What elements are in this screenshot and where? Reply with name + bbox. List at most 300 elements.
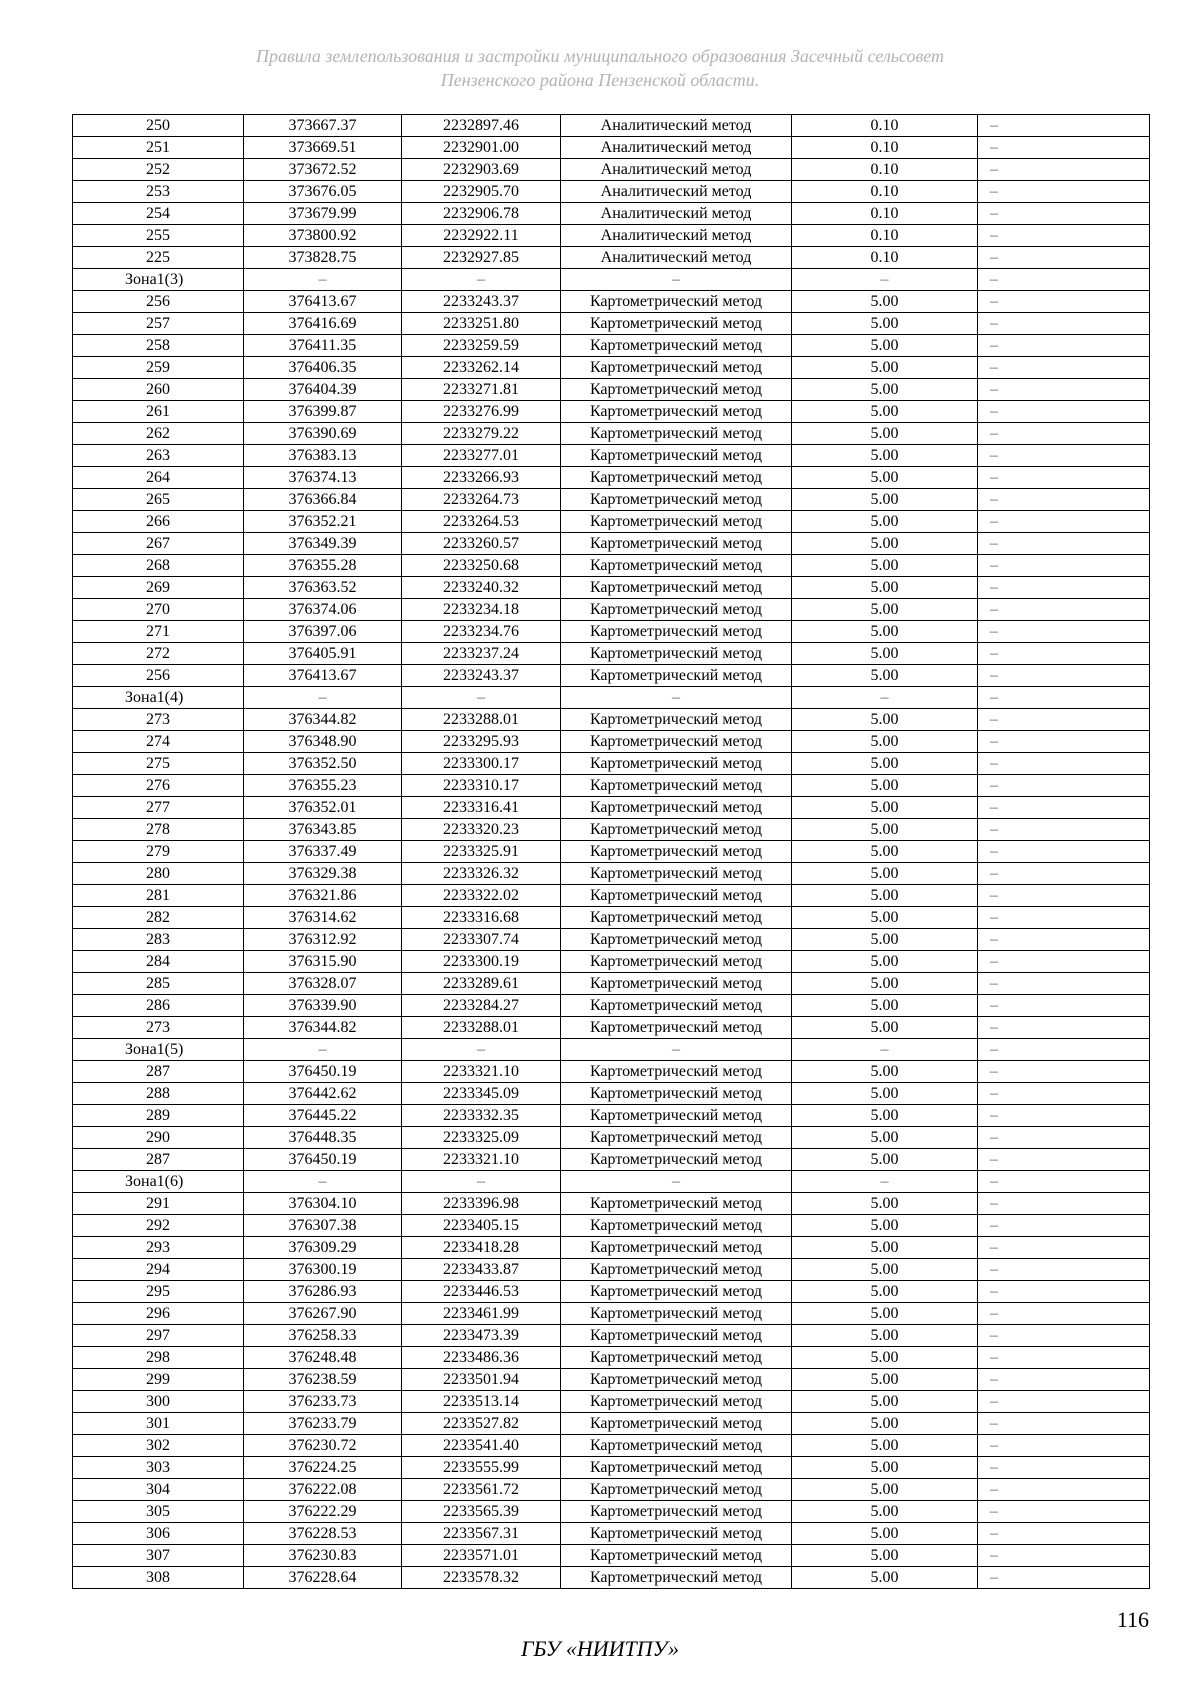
point-number-cell: 291	[73, 1193, 244, 1215]
accuracy-cell: 5.00	[792, 1479, 978, 1501]
note-cell: –	[978, 137, 1150, 159]
point-number-cell: 304	[73, 1479, 244, 1501]
method-cell: Картометрический метод	[561, 313, 792, 335]
table-row	[73, 1325, 1150, 1347]
accuracy-cell: 5.00	[792, 335, 978, 357]
point-number-cell: 262	[73, 423, 244, 445]
method-cell: Картометрический метод	[561, 423, 792, 445]
point-number-cell: 264	[73, 467, 244, 489]
accuracy-cell: 0.10	[792, 115, 978, 137]
point-number-cell: 285	[73, 973, 244, 995]
table-row	[73, 929, 1150, 951]
table-row	[73, 467, 1150, 489]
table-row	[73, 665, 1150, 687]
accuracy-cell: 5.00	[792, 709, 978, 731]
y-coordinate-cell: 2233288.01	[402, 709, 561, 731]
x-coordinate-cell: 376383.13	[244, 445, 402, 467]
method-cell: Картометрический метод	[561, 643, 792, 665]
y-coordinate-cell: 2233277.01	[402, 445, 561, 467]
note-cell: –	[978, 1127, 1150, 1149]
note-cell: –	[978, 665, 1150, 687]
method-cell: Картометрический метод	[561, 379, 792, 401]
footer-organization: ГБУ «НИИТПУ»	[520, 1636, 680, 1661]
y-coordinate-cell: 2233264.53	[402, 511, 561, 533]
method-cell: Картометрический метод	[561, 1105, 792, 1127]
accuracy-cell: –	[792, 1171, 978, 1193]
point-number-cell: 265	[73, 489, 244, 511]
table-row	[73, 445, 1150, 467]
header-line-1: Правила землепользования и застройки муниципального образования Засечный сельсовет	[255, 46, 945, 66]
point-number-cell: 256	[73, 665, 244, 687]
accuracy-cell: 5.00	[792, 401, 978, 423]
method-cell: Картометрический метод	[561, 709, 792, 731]
x-coordinate-cell: 373672.52	[244, 159, 402, 181]
y-coordinate-cell: 2233240.32	[402, 577, 561, 599]
accuracy-cell: 5.00	[792, 379, 978, 401]
accuracy-cell: 5.00	[792, 1325, 978, 1347]
note-cell: –	[978, 1281, 1150, 1303]
note-cell: –	[978, 1413, 1150, 1435]
y-coordinate-cell: 2233279.22	[402, 423, 561, 445]
x-coordinate-cell: 376258.33	[244, 1325, 402, 1347]
accuracy-cell: 5.00	[792, 489, 978, 511]
note-cell: –	[978, 225, 1150, 247]
point-number-cell: 295	[73, 1281, 244, 1303]
zone-header-row	[73, 1039, 1150, 1061]
point-number-cell: 300	[73, 1391, 244, 1413]
method-cell: Картометрический метод	[561, 357, 792, 379]
point-number-cell: 284	[73, 951, 244, 973]
y-coordinate-cell: 2233321.10	[402, 1149, 561, 1171]
point-number-cell: 303	[73, 1457, 244, 1479]
table-row	[73, 951, 1150, 973]
method-cell: Картометрический метод	[561, 1347, 792, 1369]
table-row	[73, 841, 1150, 863]
table-row	[73, 115, 1150, 137]
accuracy-cell: 5.00	[792, 643, 978, 665]
note-cell: –	[978, 1149, 1150, 1171]
x-coordinate-cell: 376312.92	[244, 929, 402, 951]
x-coordinate-cell: 376267.90	[244, 1303, 402, 1325]
note-cell: –	[978, 1237, 1150, 1259]
x-coordinate-cell: 376390.69	[244, 423, 402, 445]
accuracy-cell: –	[792, 687, 978, 709]
note-cell: –	[978, 291, 1150, 313]
y-coordinate-cell: 2233578.32	[402, 1567, 561, 1589]
point-number-cell: 260	[73, 379, 244, 401]
x-coordinate-cell: 376329.38	[244, 863, 402, 885]
note-cell: –	[978, 1061, 1150, 1083]
method-cell: Картометрический метод	[561, 401, 792, 423]
y-coordinate-cell: 2233433.87	[402, 1259, 561, 1281]
method-cell: –	[561, 1039, 792, 1061]
y-coordinate-cell: 2233561.72	[402, 1479, 561, 1501]
table-row	[73, 225, 1150, 247]
note-cell: –	[978, 1479, 1150, 1501]
accuracy-cell: 5.00	[792, 423, 978, 445]
note-cell: –	[978, 1369, 1150, 1391]
note-cell: –	[978, 1171, 1150, 1193]
note-cell: –	[978, 775, 1150, 797]
accuracy-cell: 0.10	[792, 225, 978, 247]
accuracy-cell: 0.10	[792, 181, 978, 203]
point-number-cell: 254	[73, 203, 244, 225]
note-cell: –	[978, 1259, 1150, 1281]
table-row	[73, 1303, 1150, 1325]
y-coordinate-cell: 2233555.99	[402, 1457, 561, 1479]
x-coordinate-cell: 376339.90	[244, 995, 402, 1017]
note-cell: –	[978, 1325, 1150, 1347]
method-cell: –	[561, 687, 792, 709]
x-coordinate-cell: 376230.83	[244, 1545, 402, 1567]
point-number-cell: 308	[73, 1567, 244, 1589]
note-cell: –	[978, 467, 1150, 489]
y-coordinate-cell: 2233571.01	[402, 1545, 561, 1567]
note-cell: –	[978, 401, 1150, 423]
note-cell: –	[978, 687, 1150, 709]
method-cell: Картометрический метод	[561, 1545, 792, 1567]
accuracy-cell: 5.00	[792, 599, 978, 621]
point-number-cell: 225	[73, 247, 244, 269]
x-coordinate-cell: 373669.51	[244, 137, 402, 159]
note-cell: –	[978, 951, 1150, 973]
x-coordinate-cell: 376404.39	[244, 379, 402, 401]
note-cell: –	[978, 533, 1150, 555]
note-cell: –	[978, 731, 1150, 753]
x-coordinate-cell: 376286.93	[244, 1281, 402, 1303]
x-coordinate-cell: 376344.82	[244, 709, 402, 731]
table-row	[73, 1193, 1150, 1215]
table-row	[73, 1215, 1150, 1237]
method-cell: Картометрический метод	[561, 731, 792, 753]
y-coordinate-cell: 2232901.00	[402, 137, 561, 159]
x-coordinate-cell: 376337.49	[244, 841, 402, 863]
accuracy-cell: 5.00	[792, 841, 978, 863]
method-cell: Аналитический метод	[561, 203, 792, 225]
point-number-cell: 305	[73, 1501, 244, 1523]
point-number-cell: 277	[73, 797, 244, 819]
y-coordinate-cell: 2233264.73	[402, 489, 561, 511]
point-number-cell: 263	[73, 445, 244, 467]
x-coordinate-cell: 376397.06	[244, 621, 402, 643]
note-cell: –	[978, 1303, 1150, 1325]
table-row	[73, 313, 1150, 335]
point-number-cell: 257	[73, 313, 244, 335]
point-number-cell: 270	[73, 599, 244, 621]
table-row	[73, 753, 1150, 775]
point-number-cell: 287	[73, 1149, 244, 1171]
y-coordinate-cell: 2233276.99	[402, 401, 561, 423]
y-coordinate-cell: 2233405.15	[402, 1215, 561, 1237]
method-cell: Картометрический метод	[561, 1567, 792, 1589]
note-cell: –	[978, 1193, 1150, 1215]
x-coordinate-cell: 376233.79	[244, 1413, 402, 1435]
zone-header-row	[73, 1171, 1150, 1193]
method-cell: Картометрический метод	[561, 1193, 792, 1215]
method-cell: Картометрический метод	[561, 599, 792, 621]
accuracy-cell: 5.00	[792, 621, 978, 643]
accuracy-cell: 5.00	[792, 1105, 978, 1127]
note-cell: –	[978, 1435, 1150, 1457]
coordinates-table-body	[73, 115, 1150, 1589]
y-coordinate-cell: 2233527.82	[402, 1413, 561, 1435]
y-coordinate-cell: –	[402, 687, 561, 709]
point-number-cell: 255	[73, 225, 244, 247]
point-number-cell: 301	[73, 1413, 244, 1435]
y-coordinate-cell: 2233266.93	[402, 467, 561, 489]
y-coordinate-cell: 2233243.37	[402, 665, 561, 687]
y-coordinate-cell: 2233300.19	[402, 951, 561, 973]
point-number-cell: 259	[73, 357, 244, 379]
accuracy-cell: 0.10	[792, 137, 978, 159]
method-cell: Картометрический метод	[561, 1435, 792, 1457]
table-row	[73, 1083, 1150, 1105]
note-cell: –	[978, 115, 1150, 137]
y-coordinate-cell: 2233345.09	[402, 1083, 561, 1105]
note-cell: –	[978, 1105, 1150, 1127]
method-cell: Картометрический метод	[561, 1369, 792, 1391]
accuracy-cell: 5.00	[792, 313, 978, 335]
accuracy-cell: 0.10	[792, 203, 978, 225]
y-coordinate-cell: 2233325.91	[402, 841, 561, 863]
accuracy-cell: 5.00	[792, 1545, 978, 1567]
note-cell: –	[978, 599, 1150, 621]
point-number-cell: 296	[73, 1303, 244, 1325]
y-coordinate-cell: 2233325.09	[402, 1127, 561, 1149]
point-number-cell: 297	[73, 1325, 244, 1347]
method-cell: Картометрический метод	[561, 819, 792, 841]
note-cell: –	[978, 357, 1150, 379]
table-row	[73, 379, 1150, 401]
accuracy-cell: 0.10	[792, 159, 978, 181]
note-cell: –	[978, 621, 1150, 643]
table-row	[73, 1347, 1150, 1369]
y-coordinate-cell: 2233234.76	[402, 621, 561, 643]
note-cell: –	[978, 577, 1150, 599]
table-row	[73, 599, 1150, 621]
note-cell: –	[978, 1215, 1150, 1237]
point-number-cell: 287	[73, 1061, 244, 1083]
x-coordinate-cell: 376374.06	[244, 599, 402, 621]
method-cell: Картометрический метод	[561, 445, 792, 467]
table-row	[73, 797, 1150, 819]
note-cell: –	[978, 907, 1150, 929]
y-coordinate-cell: 2233237.24	[402, 643, 561, 665]
note-cell: –	[978, 841, 1150, 863]
accuracy-cell: 5.00	[792, 1259, 978, 1281]
point-number-cell: 269	[73, 577, 244, 599]
note-cell: –	[978, 797, 1150, 819]
accuracy-cell: 5.00	[792, 775, 978, 797]
method-cell: Картометрический метод	[561, 973, 792, 995]
method-cell: Картометрический метод	[561, 1017, 792, 1039]
x-coordinate-cell: 376328.07	[244, 973, 402, 995]
accuracy-cell: 5.00	[792, 1369, 978, 1391]
accuracy-cell: 5.00	[792, 1017, 978, 1039]
table-row	[73, 1413, 1150, 1435]
method-cell: Картометрический метод	[561, 511, 792, 533]
y-coordinate-cell: 2233262.14	[402, 357, 561, 379]
note-cell: –	[978, 555, 1150, 577]
y-coordinate-cell: 2233513.14	[402, 1391, 561, 1413]
note-cell: –	[978, 1083, 1150, 1105]
y-coordinate-cell: 2233251.80	[402, 313, 561, 335]
method-cell: Картометрический метод	[561, 467, 792, 489]
zone-header-row	[73, 269, 1150, 291]
accuracy-cell: 5.00	[792, 973, 978, 995]
method-cell: Картометрический метод	[561, 1523, 792, 1545]
table-row	[73, 401, 1150, 423]
point-number-cell: 272	[73, 643, 244, 665]
note-cell: –	[978, 643, 1150, 665]
point-number-cell: 276	[73, 775, 244, 797]
x-coordinate-cell: 376222.08	[244, 1479, 402, 1501]
method-cell: Картометрический метод	[561, 1149, 792, 1171]
method-cell: Картометрический метод	[561, 951, 792, 973]
document-header	[150, 44, 1050, 92]
x-coordinate-cell: 373679.99	[244, 203, 402, 225]
method-cell: Картометрический метод	[561, 1259, 792, 1281]
table-row	[73, 709, 1150, 731]
note-cell: –	[978, 1567, 1150, 1589]
x-coordinate-cell: 376352.01	[244, 797, 402, 819]
point-number-cell: 288	[73, 1083, 244, 1105]
note-cell: –	[978, 313, 1150, 335]
table-row	[73, 577, 1150, 599]
accuracy-cell: 5.00	[792, 577, 978, 599]
x-coordinate-cell: 376445.22	[244, 1105, 402, 1127]
method-cell: Картометрический метод	[561, 841, 792, 863]
accuracy-cell: 5.00	[792, 533, 978, 555]
note-cell: –	[978, 819, 1150, 841]
table-row	[73, 1501, 1150, 1523]
x-coordinate-cell: 376314.62	[244, 907, 402, 929]
y-coordinate-cell: 2233565.39	[402, 1501, 561, 1523]
y-coordinate-cell: 2233396.98	[402, 1193, 561, 1215]
accuracy-cell: 5.00	[792, 1303, 978, 1325]
table-row	[73, 819, 1150, 841]
method-cell: Картометрический метод	[561, 577, 792, 599]
table-row	[73, 731, 1150, 753]
x-coordinate-cell: 376344.82	[244, 1017, 402, 1039]
y-coordinate-cell: 2233243.37	[402, 291, 561, 313]
method-cell: Картометрический метод	[561, 1061, 792, 1083]
accuracy-cell: 5.00	[792, 445, 978, 467]
y-coordinate-cell: 2233486.36	[402, 1347, 561, 1369]
y-coordinate-cell: 2233295.93	[402, 731, 561, 753]
accuracy-cell: 5.00	[792, 863, 978, 885]
method-cell: Картометрический метод	[561, 885, 792, 907]
method-cell: Картометрический метод	[561, 291, 792, 313]
method-cell: Аналитический метод	[561, 137, 792, 159]
x-coordinate-cell: 376222.29	[244, 1501, 402, 1523]
accuracy-cell: 5.00	[792, 1435, 978, 1457]
method-cell: Картометрический метод	[561, 797, 792, 819]
y-coordinate-cell: 2233332.35	[402, 1105, 561, 1127]
table-row	[73, 1281, 1150, 1303]
x-coordinate-cell: 376363.52	[244, 577, 402, 599]
note-cell: –	[978, 511, 1150, 533]
accuracy-cell: –	[792, 1039, 978, 1061]
x-coordinate-cell: 376348.90	[244, 731, 402, 753]
method-cell: Аналитический метод	[561, 181, 792, 203]
point-number-cell: 253	[73, 181, 244, 203]
point-number-cell: 275	[73, 753, 244, 775]
table-row	[73, 1061, 1150, 1083]
table-row	[73, 1127, 1150, 1149]
x-coordinate-cell: 376307.38	[244, 1215, 402, 1237]
accuracy-cell: 5.00	[792, 1215, 978, 1237]
table-row	[73, 885, 1150, 907]
table-row	[73, 137, 1150, 159]
point-number-cell: 306	[73, 1523, 244, 1545]
method-cell: Картометрический метод	[561, 335, 792, 357]
y-coordinate-cell: 2233250.68	[402, 555, 561, 577]
method-cell: Картометрический метод	[561, 863, 792, 885]
x-coordinate-cell: 376224.25	[244, 1457, 402, 1479]
method-cell: Картометрический метод	[561, 1281, 792, 1303]
method-cell: Картометрический метод	[561, 753, 792, 775]
method-cell: Картометрический метод	[561, 1479, 792, 1501]
x-coordinate-cell: 376366.84	[244, 489, 402, 511]
method-cell: Картометрический метод	[561, 995, 792, 1017]
x-coordinate-cell: 376304.10	[244, 1193, 402, 1215]
y-coordinate-cell: 2233271.81	[402, 379, 561, 401]
y-coordinate-cell: 2232906.78	[402, 203, 561, 225]
table-row	[73, 1457, 1150, 1479]
y-coordinate-cell: 2233326.32	[402, 863, 561, 885]
point-number-cell: 280	[73, 863, 244, 885]
method-cell: Аналитический метод	[561, 225, 792, 247]
point-number-cell: 290	[73, 1127, 244, 1149]
table-row	[73, 775, 1150, 797]
x-coordinate-cell: 376309.29	[244, 1237, 402, 1259]
y-coordinate-cell: 2233310.17	[402, 775, 561, 797]
x-coordinate-cell: 376450.19	[244, 1149, 402, 1171]
x-coordinate-cell: 376233.73	[244, 1391, 402, 1413]
x-coordinate-cell: 376374.13	[244, 467, 402, 489]
note-cell: –	[978, 1017, 1150, 1039]
accuracy-cell: 5.00	[792, 1567, 978, 1589]
table-row	[73, 1545, 1150, 1567]
table-row	[73, 621, 1150, 643]
accuracy-cell: 5.00	[792, 1281, 978, 1303]
table-row	[73, 1105, 1150, 1127]
accuracy-cell: 5.00	[792, 1523, 978, 1545]
point-number-cell: 289	[73, 1105, 244, 1127]
note-cell: –	[978, 1457, 1150, 1479]
point-number-cell: 271	[73, 621, 244, 643]
note-cell: –	[978, 1523, 1150, 1545]
method-cell: Аналитический метод	[561, 247, 792, 269]
note-cell: –	[978, 445, 1150, 467]
x-coordinate-cell: 376300.19	[244, 1259, 402, 1281]
note-cell: –	[978, 753, 1150, 775]
x-coordinate-cell: 376238.59	[244, 1369, 402, 1391]
x-coordinate-cell: 376321.86	[244, 885, 402, 907]
note-cell: –	[978, 1391, 1150, 1413]
table-row	[73, 555, 1150, 577]
accuracy-cell: 5.00	[792, 1501, 978, 1523]
x-coordinate-cell: –	[244, 687, 402, 709]
x-coordinate-cell: 376355.23	[244, 775, 402, 797]
note-cell: –	[978, 269, 1150, 291]
note-cell: –	[978, 335, 1150, 357]
y-coordinate-cell: 2233461.99	[402, 1303, 561, 1325]
point-number-cell: 250	[73, 115, 244, 137]
table-row	[73, 1259, 1150, 1281]
x-coordinate-cell: 376352.21	[244, 511, 402, 533]
